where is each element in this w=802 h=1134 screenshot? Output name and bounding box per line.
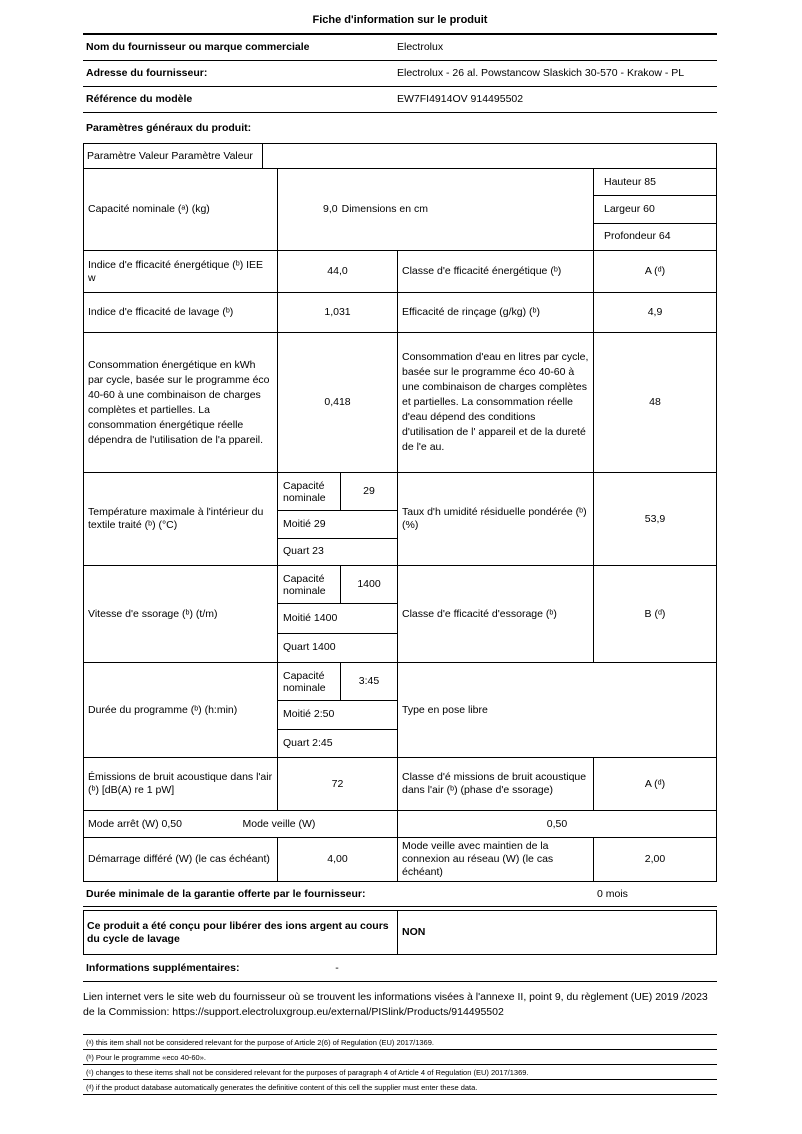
row-consumption xyxy=(84,333,716,473)
table-header-row xyxy=(84,144,716,169)
temperature-half-row: Moitié 29 xyxy=(278,511,397,539)
duration-quarter-row: Quart 2:45 xyxy=(283,736,333,749)
dimensions-label: Dimensions en cm xyxy=(341,203,428,215)
table-header-spacer xyxy=(263,144,716,168)
silver-ions-label: Ce produit a été conçu pour libérer des ions argent au cours du cycle de lavage xyxy=(84,911,398,954)
row-standby-modes xyxy=(84,811,716,838)
spin-class-param: Classe d'e fficacité d'essorage (ᵇ) xyxy=(398,566,594,662)
duration-nominal-row xyxy=(278,663,397,701)
temperature-subtable xyxy=(278,473,398,565)
rinsing-efficiency-param: Efficacité de rinçage (g/kg) (ᵇ) xyxy=(398,293,594,332)
spin-speed-subtable xyxy=(278,566,398,662)
noise-class-value: A (ᵈ) xyxy=(644,777,666,790)
supplier-name-row xyxy=(83,35,717,61)
washing-index-value: 1,031 xyxy=(278,293,398,332)
parameters-table xyxy=(83,143,717,882)
row-spin-speed xyxy=(84,566,716,663)
spin-speed-nominal-value: 1400 xyxy=(357,578,381,590)
row-noise-emissions xyxy=(84,758,716,811)
networked-standby-value: 2,00 xyxy=(644,853,666,865)
supplier-name-label: Nom du fournisseur ou marque commerciale xyxy=(86,41,310,53)
residual-humidity-param: Taux d'h umidité résiduelle pondérée (ᵇ) (%) xyxy=(398,473,594,565)
energy-consumption-value: 0,418 xyxy=(278,333,398,472)
spin-speed-half-row: Moitié 1400 xyxy=(278,604,397,634)
row-energy-efficiency-index xyxy=(84,251,716,293)
spin-speed-param: Vitesse d'e ssorage (ᵇ) (t/m) xyxy=(84,566,278,662)
dimension-height: Hauteur 85 xyxy=(594,169,716,196)
nominal-capacity-value: 9,0 xyxy=(323,203,338,215)
standby-mode-label: Mode veille (W) xyxy=(242,817,316,830)
supplier-address-value: Electrolux - 26 al. Powstancow Slaskich 30-570 - Krakow - PL xyxy=(397,67,685,79)
washing-index-param: Indice d'e fficacité de lavage (ᵇ) xyxy=(84,293,278,332)
temperature-nominal-row xyxy=(278,473,397,511)
standby-mode-value: 0,50 xyxy=(546,817,568,830)
dimension-depth: Profondeur 64 xyxy=(604,230,671,243)
dimensions-cell xyxy=(594,169,716,250)
nominal-capacity-value-cell xyxy=(278,169,594,250)
additional-info-row xyxy=(83,955,717,982)
duration-nominal-value: 3:45 xyxy=(358,675,380,687)
model-reference-value: EW7FI4914OV 914495502 xyxy=(397,93,524,105)
footnote-a: (ᵃ) this item shall not be considered relevant for the purpose of Article 2(6) of Regulation (EU) 2017/1369. xyxy=(83,1035,717,1050)
energy-index-value: 44,0 xyxy=(278,251,398,292)
table-header-label: Paramètre Valeur Paramètre Valeur xyxy=(84,144,263,168)
row-washing-efficiency-index xyxy=(84,293,716,333)
page-title: Fiche d'information sur le produit xyxy=(312,14,488,26)
temperature-quarter-row: Quart 23 xyxy=(283,545,324,558)
silver-ions-row xyxy=(83,910,717,955)
programme-duration-param: Durée du programme (ᵇ) (h:min) xyxy=(84,663,278,757)
dimension-width: Largeur 60 xyxy=(594,196,716,223)
delayed-start-value: 4,00 xyxy=(278,838,398,881)
footnotes-section xyxy=(83,1034,717,1095)
warranty-value: 0 mois xyxy=(597,887,628,900)
energy-consumption-param: Consommation énergétique en kWh par cycle, basée sur le programme éco 40-60 à une combinaison de charges complètes et partielles. La consommation énergétique réelle dépendra de l'utilisation de l'a ppareil. xyxy=(84,333,278,472)
row-programme-duration xyxy=(84,663,716,758)
silver-ions-value: NON xyxy=(402,926,426,938)
model-reference-label: Référence du modèle xyxy=(86,93,193,105)
rinsing-efficiency-value: 4,9 xyxy=(647,306,663,318)
footnote-b: (ᵇ) Pour le programme «eco 40-60». xyxy=(83,1050,717,1065)
water-consumption-value: 48 xyxy=(649,396,661,408)
freestanding-type-cell: Type en pose libre xyxy=(402,703,488,716)
general-parameters-heading: Paramètres généraux du produit: xyxy=(86,121,252,134)
supplier-address-row xyxy=(83,61,717,87)
footnote-d: (ᵈ) if the product database automatically generates the definitive content of this cell the supplier must enter these data. xyxy=(83,1080,717,1095)
noise-emissions-param: Émissions de bruit acoustique dans l'air (ᵇ) [dB(A) re 1 pW] xyxy=(84,758,278,810)
supplier-link-paragraph: Lien internet vers le site web du fournisseur où se trouvent les informations visées à l'annexe II, point 9, du règlement (UE) 2019 /2023 de la Commission: https://support.electroluxgroup.eu/external/PISlink/Products/914495502 xyxy=(83,991,708,1018)
spin-speed-nominal-row xyxy=(278,566,397,604)
temperature-nominal-value: 29 xyxy=(363,485,375,497)
supplier-info xyxy=(83,35,717,113)
noise-class-param: Classe d'é missions de bruit acoustique dans l'air (ᵇ) (phase d'e ssorage) xyxy=(398,758,594,810)
row-max-temperature xyxy=(84,473,716,566)
energy-class-value: A (ᵈ) xyxy=(644,265,666,277)
row-nominal-capacity xyxy=(84,169,716,251)
supplier-name-value: Electrolux xyxy=(397,41,444,53)
residual-humidity-value: 53,9 xyxy=(644,512,666,525)
delayed-start-param: Démarrage différé (W) (le cas échéant) xyxy=(84,838,278,881)
warranty-label: Durée minimale de la garantie offerte par le fournisseur: xyxy=(86,887,366,900)
temperature-nominal-label: Capacité nominale xyxy=(278,473,341,510)
additional-info-label: Informations supplémentaires: xyxy=(86,961,240,974)
networked-standby-param: Mode veille avec maintien de la connexion au réseau (W) (le cas échéant) xyxy=(398,838,594,881)
duration-nominal-label: Capacité nominale xyxy=(278,663,341,700)
water-consumption-param: Consommation d'eau en litres par cycle, basée sur le programme éco 40-60 à une combinaison de charges complètes et partielles. La consommation réelle d'eau dépend des conditions d'utilisation de l' appareil et de la dureté de l'e au. xyxy=(398,333,594,472)
model-reference-row xyxy=(83,87,717,113)
energy-index-param: Indice d'e fficacité énergétique (ᵇ) IEE w xyxy=(84,251,278,292)
duration-half-row: Moitié 2:50 xyxy=(278,701,397,730)
spin-speed-quarter-row: Quart 1400 xyxy=(283,641,336,654)
energy-class-param: Classe d'e fficacité énergétique (ᵇ) xyxy=(398,251,594,292)
spin-speed-nominal-label: Capacité nominale xyxy=(278,566,341,603)
off-mode-cell xyxy=(84,811,398,837)
additional-info-value: - xyxy=(335,961,339,974)
max-temperature-param: Température maximale à l'intérieur du textile traité (ᵇ) (°C) xyxy=(84,473,278,565)
footnote-c: (ᶜ) changes to these items shall not be considered relevant for the purposes of paragraph 4 of Article 4 of Regulation (EU) 2017/1369. xyxy=(83,1065,717,1080)
row-delayed-start xyxy=(84,838,716,881)
nominal-capacity-param: Capacité nominale (ᵃ) (kg) xyxy=(84,169,278,250)
off-mode-label: Mode arrêt (W) 0,50 xyxy=(88,817,182,830)
programme-duration-subtable xyxy=(278,663,398,757)
noise-emissions-value: 72 xyxy=(278,758,398,810)
supplier-address-label: Adresse du fournisseur: xyxy=(86,67,208,79)
spin-class-value: B (ᵈ) xyxy=(644,607,666,620)
warranty-row xyxy=(83,882,717,907)
